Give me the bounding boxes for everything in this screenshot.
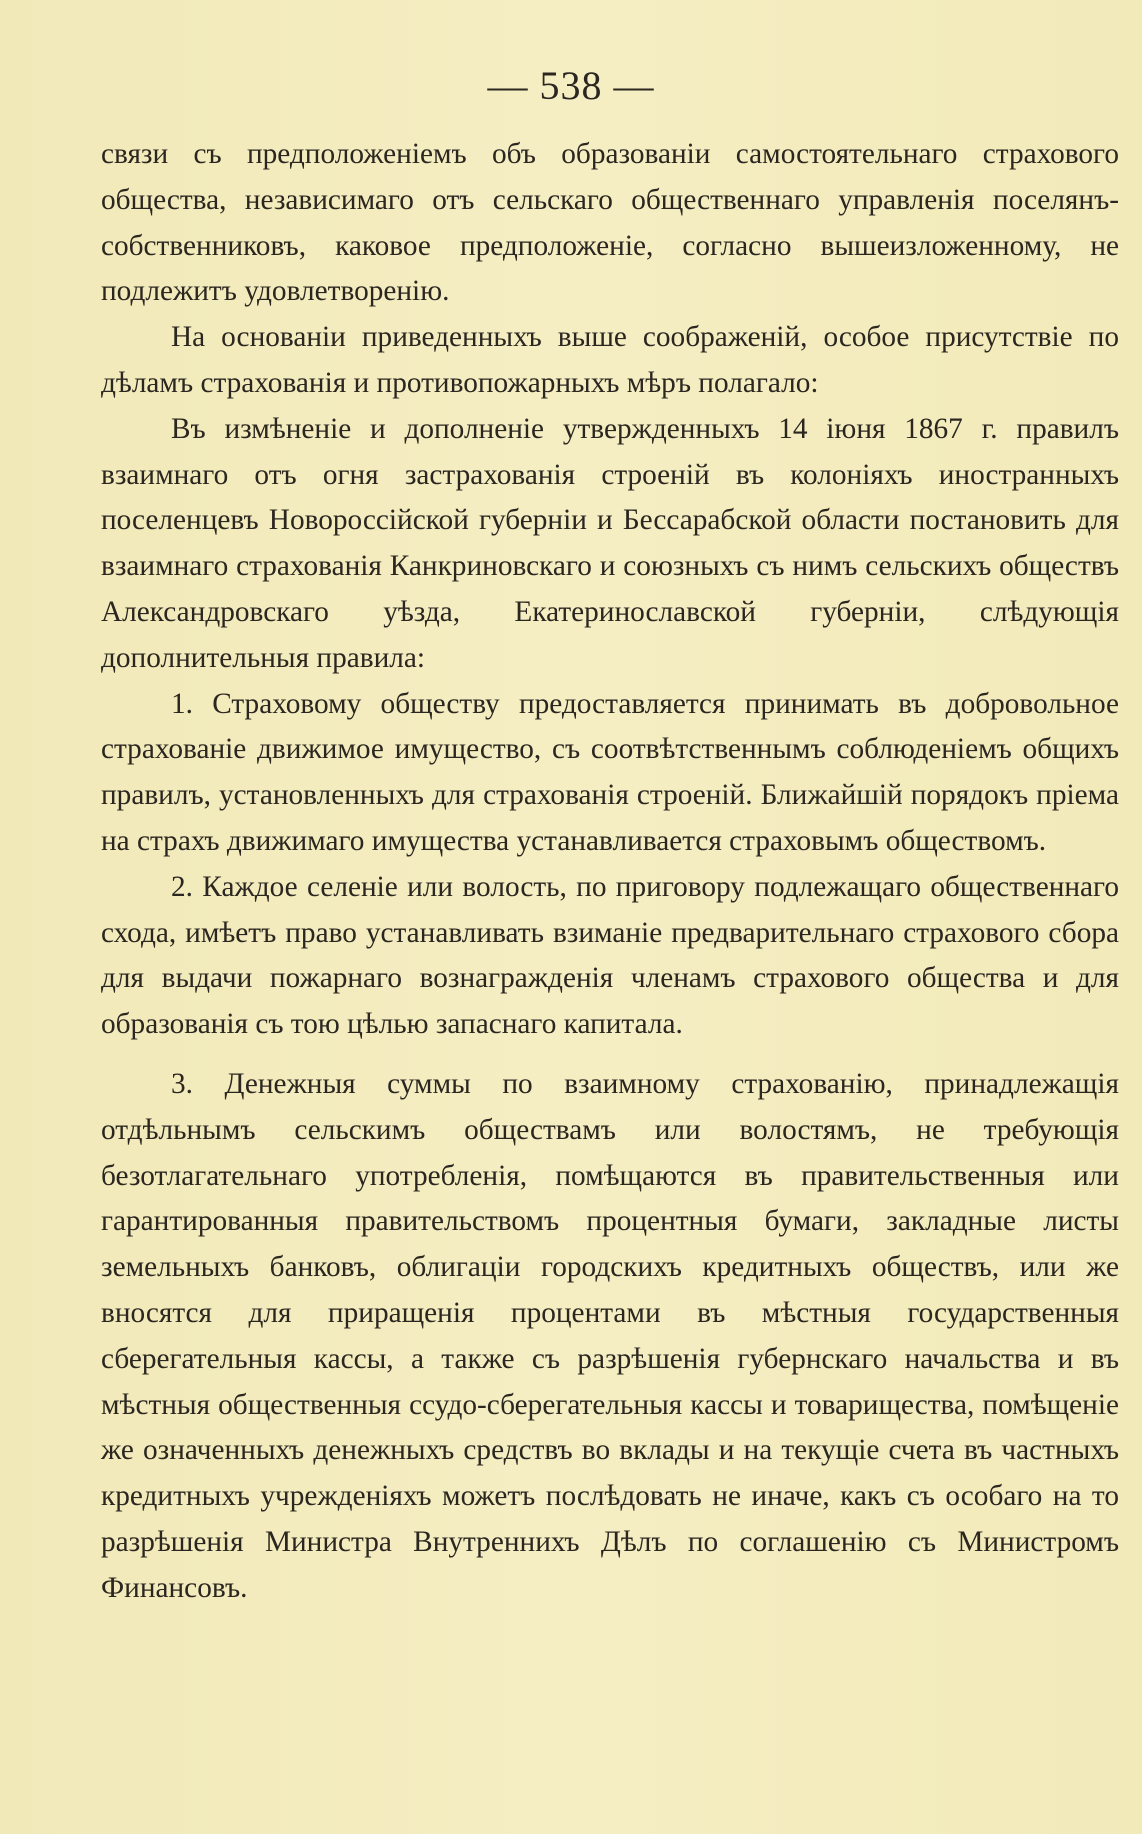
paragraph-basis: На основаніи приведенныхъ выше соображеній, особое присутствіе по дѣламъ страхованія и противопожарныхъ мѣръ полагало: [101, 321, 1119, 399]
paragraph-rule-1: 1. Страховому обществу предоставляется принимать въ добровольное страхованіе движимое имущество, съ соотвѣтственнымъ соблюденіемъ общихъ правилъ, установленныхъ для страхованія строеній. Ближайшій порядокъ пріема на страхъ движимаго имущества устанавливается страховымъ обществомъ. [101, 687, 1119, 857]
paragraph-rule-3: 3. Денежныя суммы по взаимному страхованію, принадлежащія отдѣльнымъ сельскимъ обществамъ или волостямъ, не требующія безотлагательнаго употребленія, помѣщаются въ правительственныя или гарантированныя правительствомъ процентныя бумаги, закладные листы земельныхъ банковъ, облигаціи городскихъ кредитныхъ обществъ, или же вносятся для приращенія процентами въ мѣстныя государственныя сберегательныя кассы, а также съ разрѣшенія губернскаго начальства и въ мѣстныя общественныя ссудо-сберегательныя кассы и товарищества, помѣщеніе же означенныхъ денежныхъ средствъ во вклады и на текущіе счета въ частныхъ кредитныхъ учрежденіяхъ можетъ послѣдовать не иначе, какъ съ особаго на то разрѣшенія Министра Внутреннихъ Дѣлъ по соглашенію съ Министромъ Финансовъ. [101, 1067, 1119, 1604]
paragraph-amendment: Въ измѣненіе и дополненіе утвержденныхъ 14 іюня 1867 г. правилъ взаимнаго отъ огня застрахованія строеній въ колоніяхъ иностранныхъ поселенцевъ Новороссійской губерніи и Бессарабской области постановить для взаимнаго страхованія Канкриновскаго и союзныхъ съ нимъ сельскихъ обществъ Александровскаго уѣзда, Екатеринославской губерніи, слѣдующія дополнительныя правила: [101, 412, 1119, 674]
body-text [101, 132, 1119, 1612]
page-number: — 538 — [487, 63, 655, 108]
paragraph-rule-2: 2. Каждое селеніе или волость, по приговору подлежащаго общественнаго схода, имѣетъ право устанавливать взиманіе предварительнаго страхового сбора для выдачи пожарнаго вознагражденія членамъ страхового общества и для образованія съ тою цѣлью запаснаго капитала. [101, 870, 1119, 1041]
paragraph-continuation: связи съ предположеніемъ объ образованіи самостоятельнаго страхового общества, независимаго отъ сельскаго общественнаго управленія поселянъ-собственниковъ, каковое предположеніе, согласно вышеизложенному, не подлежитъ удовлетворенію. [101, 138, 1119, 308]
